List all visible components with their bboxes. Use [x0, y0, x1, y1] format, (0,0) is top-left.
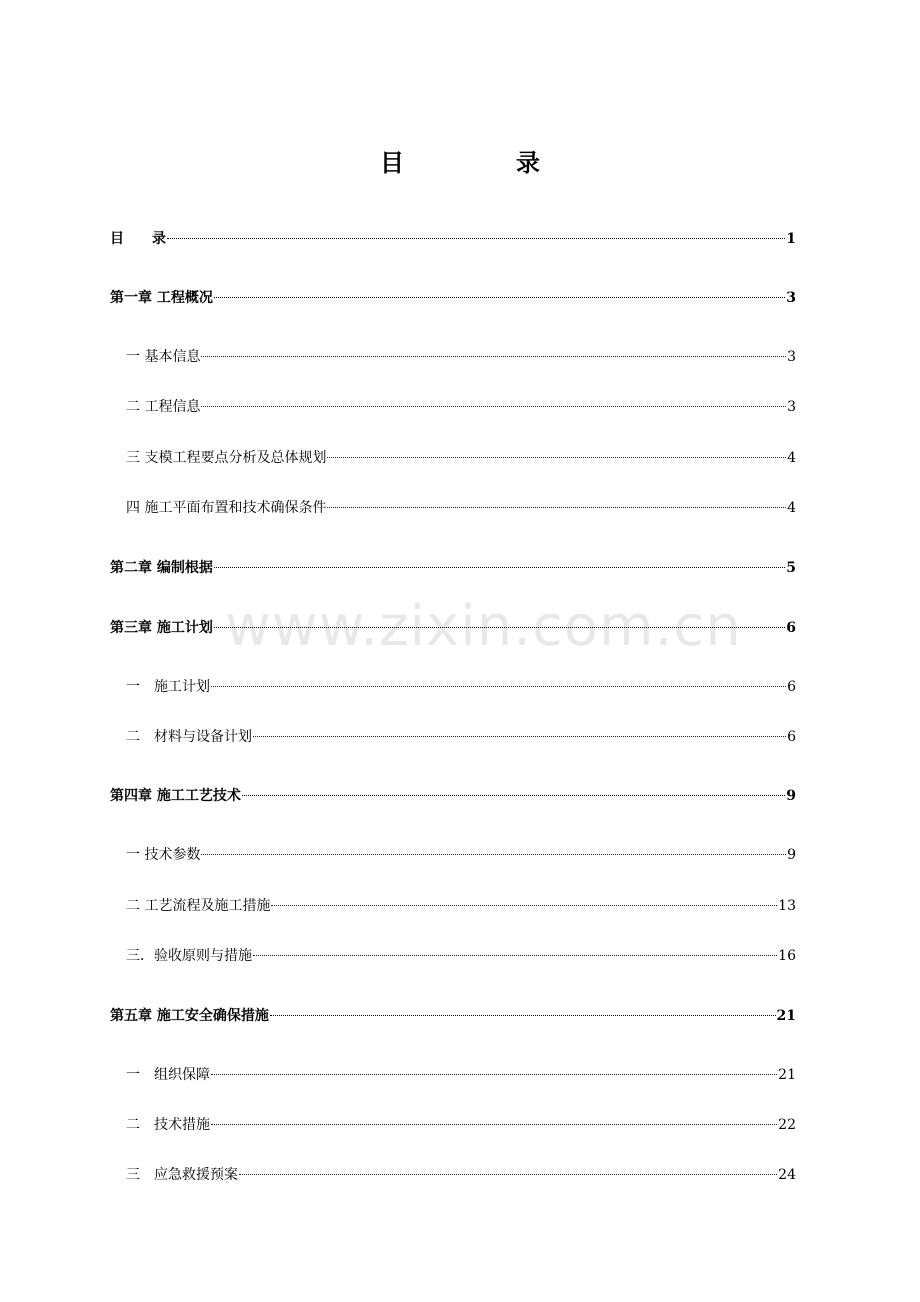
- toc-entry-page: 3: [787, 399, 796, 415]
- dot-leader: [201, 854, 786, 855]
- dot-leader: [271, 905, 777, 906]
- toc-entry-label: 目 录: [110, 231, 166, 247]
- toc-entry[interactable]: [126, 498, 796, 518]
- toc-entry-label: 二 工程信息: [126, 399, 201, 415]
- toc-entry[interactable]: [126, 845, 796, 865]
- toc-entry-label: 二 工艺流程及施工措施: [126, 898, 271, 914]
- dot-leader: [327, 457, 786, 458]
- dot-leader: [214, 297, 785, 298]
- dot-leader: [242, 795, 785, 796]
- watermark: www.zixin.com.cn: [225, 594, 742, 659]
- toc-entry-page: 13: [778, 898, 796, 914]
- dot-leader: [214, 627, 785, 628]
- toc-entry-page: 16: [778, 948, 796, 964]
- toc-entry-page: 1: [786, 231, 796, 247]
- toc-entry-label: 一 施工计划: [126, 679, 210, 695]
- toc-entry[interactable]: [126, 1165, 796, 1185]
- toc-entry-page: 3: [787, 349, 796, 365]
- toc-entry-label: 一 技术参数: [126, 847, 201, 863]
- toc-entry-page: 21: [778, 1067, 796, 1083]
- toc-entry-label: 第一章 工程概况: [110, 290, 213, 306]
- dot-leader: [239, 1174, 777, 1175]
- toc-entry[interactable]: [110, 229, 796, 249]
- toc-entry[interactable]: [126, 946, 796, 966]
- toc-entry-label: 第四章 施工工艺技术: [110, 788, 241, 804]
- toc-entry-page: 21: [776, 1008, 796, 1024]
- toc-entry-page: 24: [778, 1167, 796, 1183]
- toc-entry-label: 第三章 施工计划: [110, 620, 213, 636]
- toc-entry-label: 一 组织保障: [126, 1067, 210, 1083]
- toc-entry[interactable]: [110, 288, 796, 308]
- dot-leader: [214, 567, 785, 568]
- toc-entry-page: 9: [786, 788, 796, 804]
- toc-entry[interactable]: [126, 448, 796, 468]
- toc-entry-page: 4: [787, 500, 796, 516]
- dot-leader: [201, 406, 786, 407]
- toc-entry-label: 第二章 编制根据: [110, 560, 213, 576]
- dot-leader: [253, 955, 777, 956]
- dot-leader: [211, 686, 786, 687]
- dot-leader: [211, 1124, 777, 1125]
- dot-leader: [253, 736, 786, 737]
- toc-entry-page: 22: [778, 1117, 796, 1133]
- toc-entry-page: 6: [787, 679, 796, 695]
- dot-leader: [211, 1074, 777, 1075]
- toc-entry[interactable]: [126, 347, 796, 367]
- toc-entry-label: 二 技术措施: [126, 1117, 210, 1133]
- dot-leader: [270, 1015, 776, 1016]
- toc-entry-page: 6: [787, 729, 796, 745]
- toc-entry-page: 5: [786, 560, 796, 576]
- toc-entry-label: 三 应急救援预案: [126, 1167, 238, 1183]
- dot-leader: [167, 238, 785, 239]
- toc-entry[interactable]: [126, 1115, 796, 1135]
- toc-entry[interactable]: [110, 1006, 796, 1026]
- toc-entry[interactable]: [126, 677, 796, 697]
- toc-entry-page: 9: [787, 847, 796, 863]
- toc-entry-label: 三．验收原则与措施: [126, 948, 252, 964]
- toc-entry[interactable]: [126, 1065, 796, 1085]
- toc-entry-label: 第五章 施工安全确保措施: [110, 1008, 269, 1024]
- toc-entry[interactable]: [110, 786, 796, 806]
- toc-entry[interactable]: [110, 618, 796, 638]
- toc-entry-page: 6: [786, 620, 796, 636]
- toc-entry[interactable]: [126, 397, 796, 417]
- toc-entry[interactable]: [126, 727, 796, 747]
- toc-entry-page: 3: [786, 290, 796, 306]
- dot-leader: [201, 356, 786, 357]
- toc-entry[interactable]: [126, 896, 796, 916]
- toc-entry-label: 二 材料与设备计划: [126, 729, 252, 745]
- page-title: 目 录: [380, 148, 584, 177]
- toc-entry-label: 三 支模工程要点分析及总体规划: [126, 450, 327, 466]
- dot-leader: [327, 507, 786, 508]
- toc-entry-label: 一 基本信息: [126, 349, 201, 365]
- toc-entry-label: 四 施工平面布置和技术确保条件: [126, 500, 327, 516]
- toc-entry[interactable]: [110, 558, 796, 578]
- toc-entry-page: 4: [787, 450, 796, 466]
